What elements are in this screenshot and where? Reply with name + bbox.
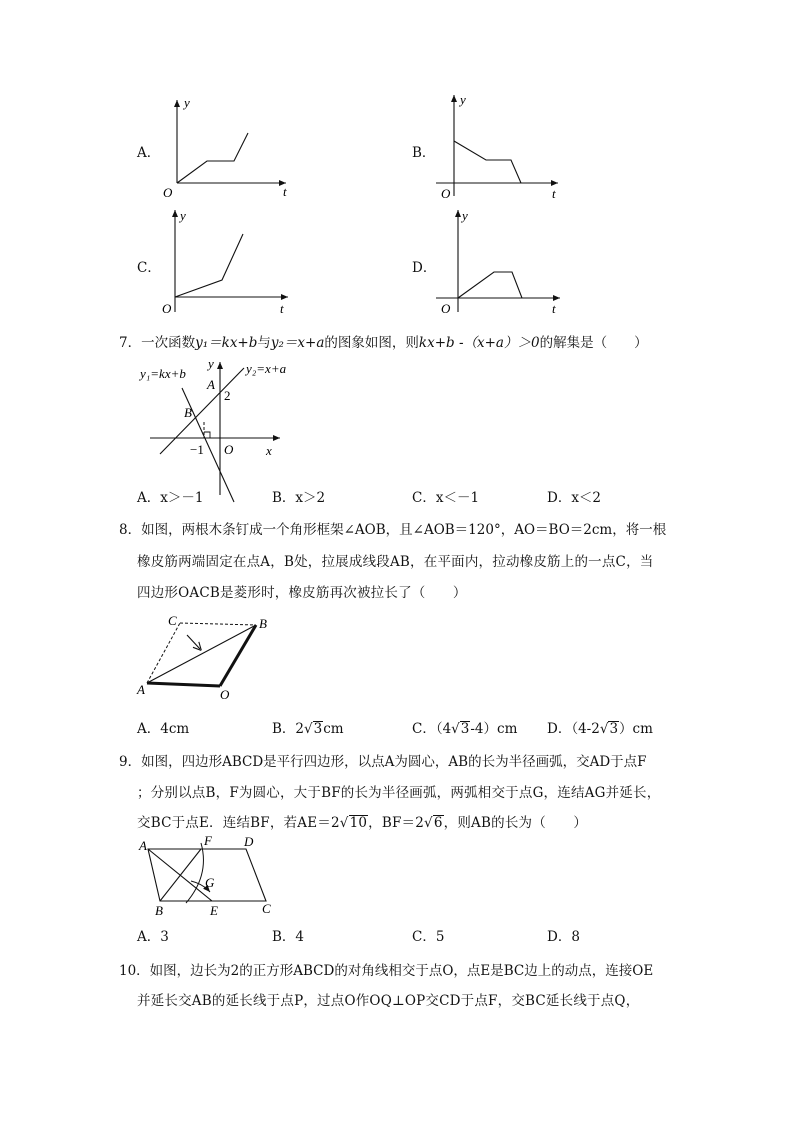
q7-option-a: A．x＞－1 [137,490,204,506]
q7-text-3: 的图象如图，则 [324,335,419,351]
q8-option-d-radicand: 3 [609,721,619,737]
q8-line-2: 橡皮筋两端固定在点A，B处，拉展成线段AB，在平面内，拉动橡皮筋上的一点C，当 [137,554,654,570]
q6c-t-label: t [280,301,284,316]
q7-tick-2: 2 [224,388,231,403]
q7-text-2: 与 [257,335,271,351]
q6d-y-label: y [462,208,468,223]
q7-option-b: B．x＞2 [272,490,326,506]
q8-point-a: A [137,682,145,697]
q10-line-1: 10．如图，边长为2的正方形ABCD的对角线相交于点O，点E是BC边上的动点，连接OE [119,963,654,979]
q6d-t-label: t [552,301,556,316]
q8-point-c: C [168,613,177,628]
q7-y1-expr: y₁＝kx+b [195,335,258,351]
q7-line2-label: y₂=x+a [246,361,287,376]
q9-point-f: F [204,833,212,848]
q6-option-d-label: D． [412,260,437,276]
q8-point-o: O [220,687,230,702]
q6b-y-label: y [460,92,466,107]
q9-point-c: C [262,901,271,916]
q9-figure [0,830,794,920]
q9-line-3-pre: 交BC于点E．连结BF，若AE＝2 [137,815,340,831]
q8-option-b-radicand: 3 [313,721,323,737]
q9-option-c: C．5 [412,929,445,945]
q7-tick-neg1: −1 [190,442,204,457]
q7-line1-label: y₁=kx+b [140,366,186,381]
q6a-y-label: y [184,95,190,110]
q7-text-1: 一次函数 [141,335,196,351]
q7-y-axis-label: y [208,356,214,371]
q9-point-g: G [205,875,215,890]
q8-option-a: A．4cm [137,721,190,737]
q9-option-d: D．8 [547,929,580,945]
q6a-t-label: t [283,184,287,199]
q6-graph-c [162,208,288,316]
q8-line-1: 8．如图，两根木条钉成一个角形框架∠AOB，且∠AOB＝120°，AO＝BO＝2cm，将一根 [119,522,667,538]
q9-point-b: B [155,903,163,918]
q8-option-c-pre: C．（4 [412,721,452,737]
q6c-origin: O [162,301,172,316]
q9-option-b: B．4 [272,929,305,945]
q7-option-c: C．x＜－1 [412,490,480,506]
q9-point-e: E [210,903,218,918]
q9-option-a: A．3 [137,929,169,945]
q9-radicand-2: 6 [433,815,443,831]
q9-line-3-mid: ，BF＝2 [368,815,425,831]
q6c-y-label: y [180,208,186,223]
q6-option-b-label: B． [412,145,436,161]
q9-line-3: 交BC于点E．连结BF，若AE＝2√10，BF＝2√6，则AB的长为（ ） [137,815,588,831]
q8-point-b: B [259,616,267,631]
q6b-origin: O [441,186,451,201]
q6a-origin: O [163,185,173,200]
q9-line-1: 9．如图，四边形ABCD是平行四边形，以点A为圆心，AB的长为半径画弧，交AD于点F [119,754,647,770]
q6-graph-d [436,208,560,316]
q6-option-a-label: A． [137,145,161,161]
q8-option-c-post: -4）cm [470,721,518,737]
q10-line-2: 并延长交AB的延长线于点P，过点O作OQ⊥OP交CD于点F，交BC延长线于点Q， [137,993,640,1009]
q8-option-d-post: ）cm [619,721,653,737]
q6-graph-a [163,95,287,200]
q6-graph-b [436,92,558,201]
q8-option-d-pre: D．（4-2 [547,721,600,737]
q6-graphs [0,0,794,330]
q7-option-d: D．x＜2 [547,490,602,506]
q9-line-2: ；分别以点B，F为圆心，大于BF的长为半径画弧，两弧相交于点G，连结AG并延长， [137,785,661,801]
q8-option-b-post: cm [323,721,344,737]
q6-option-c-label: C． [137,260,161,276]
q8-option-c: C．（4√3-4）cm [412,721,518,737]
q8-option-d: D．（4-2√3）cm [547,721,653,737]
q7-origin: O [224,442,234,457]
q7-text-4: 的解集是（ ） [539,335,648,351]
q7-stem [119,331,648,351]
q6d-origin: O [441,301,451,316]
q7-inequality: kx+b -（x+a）＞0 [418,335,540,351]
q8-figure [0,610,794,710]
q7-figure [0,350,794,510]
q8-option-b: B．2√3cm [272,721,344,737]
q8-option-b-pre: B．2 [272,721,305,737]
q8-option-c-radicand: 3 [460,721,470,737]
q9-radicand-1: 10 [349,815,368,831]
q9-point-d: D [244,834,254,849]
q8-line-3: 四边形OACB是菱形时，橡皮筋再次被拉长了（ ） [137,585,467,601]
q6b-t-label: t [552,186,556,201]
q9-line-3-post: ，则AB的长为（ ） [443,815,588,831]
q7-point-b: B [184,405,192,420]
q9-point-a: A [139,838,147,853]
q7-y2-expr: y₂＝x+a [270,335,325,351]
q7-x-axis-label: x [266,443,272,458]
q7-number: 7． [119,335,142,351]
q7-point-a: A [207,377,215,392]
